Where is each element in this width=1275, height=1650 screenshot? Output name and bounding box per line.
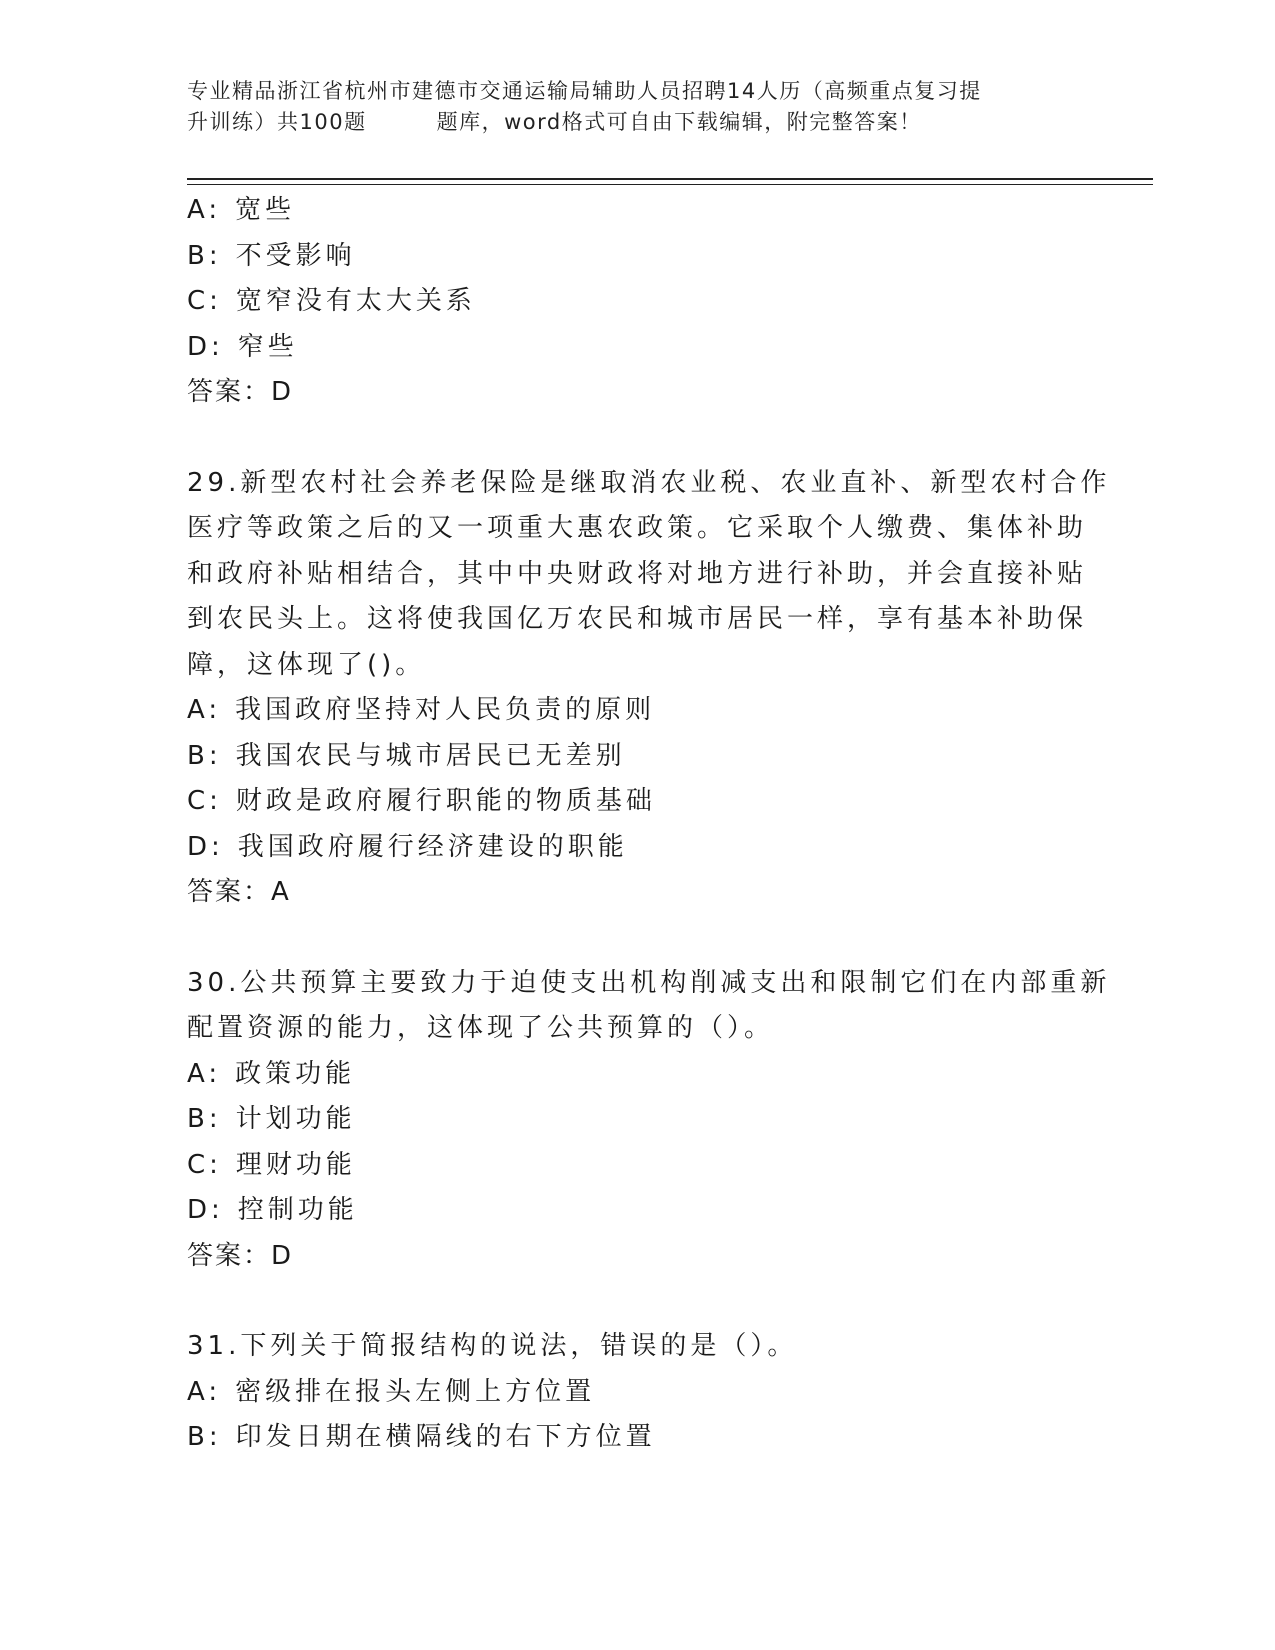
option-c: C: 财政是政府履行职能的物质基础 [187, 786, 656, 816]
header-line-2 [187, 107, 1087, 138]
question-text-line: 医疗等政策之后的又一项重大惠农政策。它采取个人缴费、集体补助 [187, 513, 1088, 543]
question-text-line: 到农民头上。这将使我国亿万农民和城市居民一样，享有基本补助保 [187, 604, 1088, 634]
question-text-line: 29.新型农村社会养老保险是继取消农业税、农业直补、新型农村合作 [187, 467, 1111, 498]
question-text-line: 障，这体现了()。 [187, 649, 426, 680]
document-body [187, 188, 1111, 1461]
option-c: C: 理财功能 [187, 1149, 356, 1180]
header-rule-thin [187, 184, 1153, 185]
answer: 答案：D [187, 377, 294, 407]
question-text-line: 和政府补贴相结合，其中中央财政将对地方进行补助，并会直接补贴 [187, 558, 1088, 589]
header-line-2a: 升训练）共100题 [187, 110, 367, 134]
option-b: B: 印发日期在横隔线的右下方位置 [187, 1422, 656, 1452]
header-rule-thick [187, 178, 1153, 180]
option-a: A: 密级排在报头左侧上方位置 [187, 1376, 596, 1407]
question-29 [187, 461, 1111, 916]
question-text-line: 配置资源的能力，这体现了公共预算的（）。 [187, 1013, 775, 1043]
document-header [187, 76, 1087, 138]
header-line-2b: 题库，word格式可自由下载编辑，附完整答案！ [436, 110, 922, 134]
option-a: A: 政策功能 [187, 1058, 356, 1089]
option-a: A: 宽些 [187, 195, 296, 225]
answer: 答案：A [187, 877, 291, 907]
question-30 [187, 961, 1111, 1280]
option-b: B: 不受影响 [187, 240, 356, 271]
option-b: B: 我国农民与城市居民已无差别 [187, 740, 626, 771]
question-text-line: 31.下列关于简报结构的说法，错误的是（）。 [187, 1331, 798, 1361]
option-d: D: 我国政府履行经济建设的职能 [187, 831, 628, 862]
question-28-tail [187, 188, 1087, 416]
option-d: D: 控制功能 [187, 1195, 358, 1225]
option-d: D: 窄些 [187, 331, 298, 362]
question-31 [187, 1324, 1087, 1461]
question-text-line: 30.公共预算主要致力于迫使支出机构削减支出和限制它们在内部重新 [187, 967, 1111, 998]
option-b: B: 计划功能 [187, 1104, 356, 1134]
option-a: A: 我国政府坚持对人民负责的原则 [187, 695, 656, 725]
option-c: C: 宽窄没有太大关系 [187, 286, 476, 316]
header-line-1: 专业精品浙江省杭州市建德市交通运输局辅助人员招聘14人历（高频重点复习提 [187, 79, 982, 103]
answer: 答案：D [187, 1240, 294, 1271]
